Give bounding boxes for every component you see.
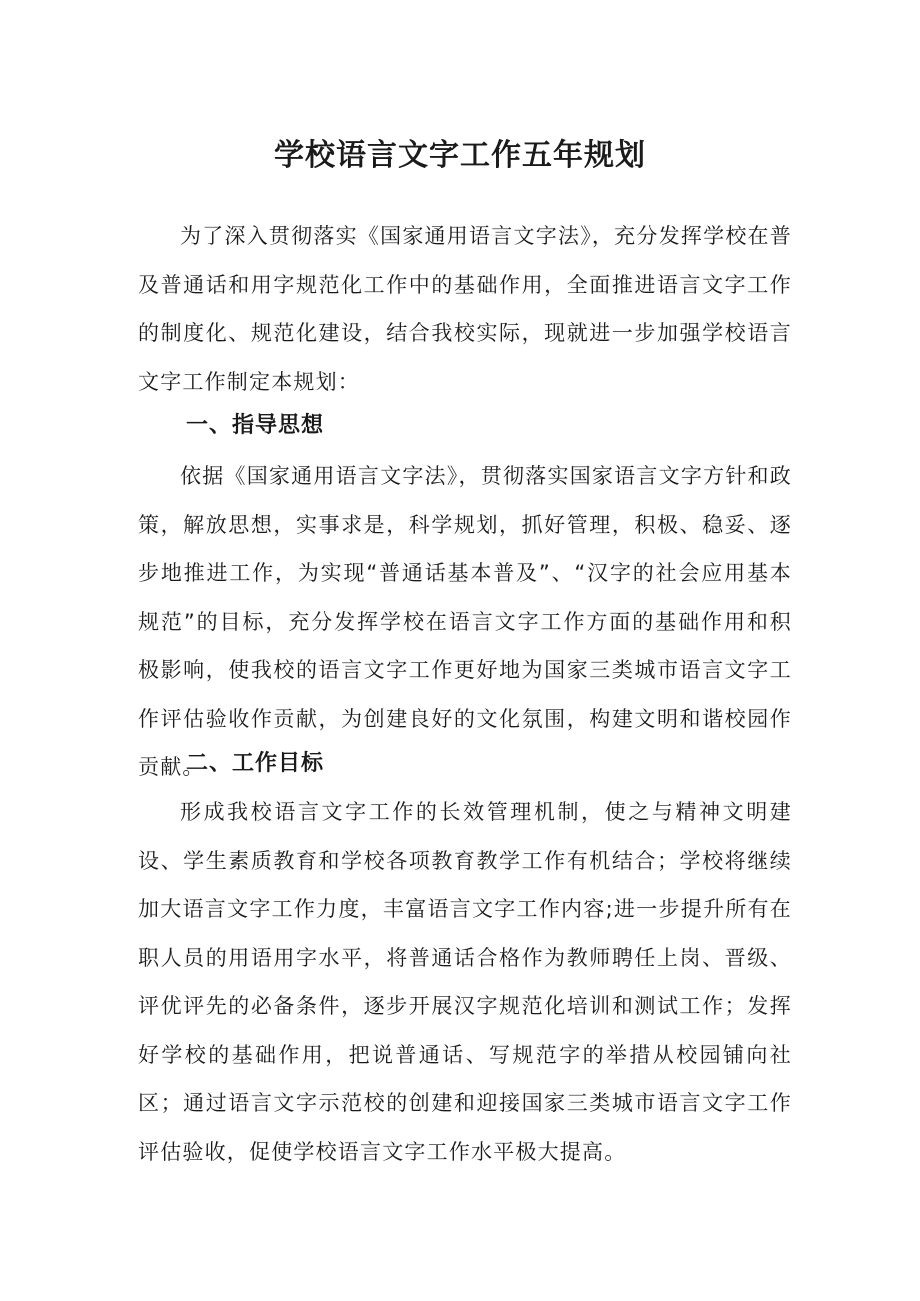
intro-paragraph: 为了深入贯彻落实《国家通用语言文字法》，充分发挥学校在普及普通话和用字规范化工作中的基础作用，全面推进语言文字工作的制度化、规范化建设，结合我校实际，现就进一步加强学校语言文字工作制定本规划： — [138, 224, 792, 394]
section-body-guiding-ideology: 依据《国家通用语言文字法》，贯彻落实国家语言文字方针和政策，解放思想，实事求是，科学规划，抓好管理，积极、稳妥、逐步地推进工作，为实现“普通话基本普及”、“汉字的社会应用基本规范”的目标，充分发挥学校在语言文字工作方面的基础作用和积极影响，使我校的语言文字工作更好地为国家三类城市语言文字工作评估验收作贡献，为创建良好的文化氛围，构建文明和谐校园作贡献。 — [138, 464, 792, 779]
section-body-work-goals: 形成我校语言文字工作的长效管理机制，使之与精神文明建设、学生素质教育和学校各项教育教学工作有机结合；学校将继续加大语言文字工作力度，丰富语言文字工作内容;进一步提升所有在职人员的用语用字水平，将普通话合格作为教师聘任上岗、晋级、评优评先的必备条件，逐步开展汉字规范化培训和测试工作；发挥好学校的基础作用，把说普通话、写规范字的举措从校园铺向社区；通过语言文字示范校的创建和迎接国家三类城市语言文字工作评估验收，促使学校语言文字工作水平极大提高。 — [138, 800, 792, 1164]
section-heading-guiding-ideology: 一、指导思想 — [186, 413, 325, 438]
section-heading-work-goals: 二、工作目标 — [186, 751, 325, 776]
document-title: 学校语言文字工作五年规划 — [274, 138, 646, 173]
